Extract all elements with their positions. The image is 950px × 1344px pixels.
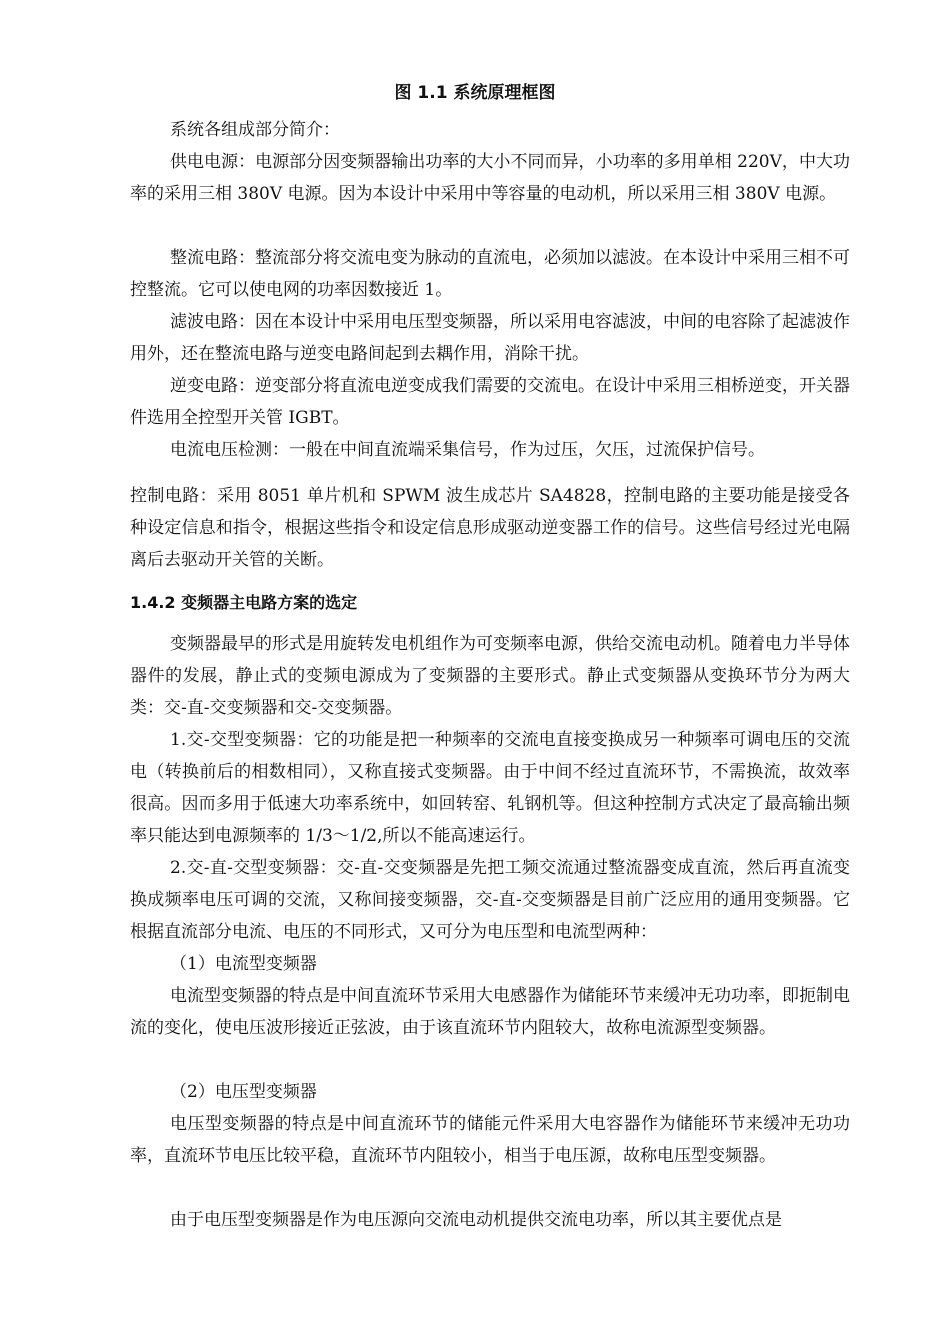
section-heading: 1.4.2 变频器主电路方案的选定 [130, 593, 358, 612]
figure-caption: 图 1.1 系统原理框图 [394, 83, 556, 103]
paragraph-filter: 滤波电路：因在本设计中采用电压型变频器，所以采用电容滤波，中间的电容除了起滤波作用外，还在整流电路与逆变电路间起到去耦作用，消除干扰。 [130, 312, 850, 364]
paragraph-detection: 电流电压检测：一般在中间直流端采集信号，作为过压，欠压，过流保护信号。 [170, 440, 765, 460]
subheading-current-type: （1）电流型变频器 [170, 954, 317, 974]
paragraph-power-supply: 供电电源：电源部分因变频器输出功率的大小不同而异，小功率的多用单相 220V，中大功率的采用三相 380V 电源。因为本设计中采用中等容量的电动机，所以采用三相 380V 电源。 [130, 152, 850, 204]
paragraph-rectifier: 整流电路：整流部分将交流电变为脉动的直流电，必须加以滤波。在本设计中采用三相不可控整流。它可以使电网的功率因数接近 1。 [130, 248, 850, 300]
paragraph-history: 变频器最早的形式是用旋转发电机组作为可变频率电源，供给交流电动机。随着电力半导体器件的发展，静止式的变频电源成为了变频器的主要形式。静止式变频器从变换环节分为两大类：交-直-交变频器和交-交变频器。 [130, 634, 850, 718]
paragraph-voltage-advantages: 由于电压型变频器是作为电压源向交流电动机提供交流电功率，所以其主要优点是 [170, 1210, 782, 1230]
paragraph-ac-dc-ac: 2.交-直-交型变频器：交-直-交变频器是先把工频交流通过整流器变成直流，然后再直流变换成频率电压可调的交流，又称间接变频器，交-直-交变频器是目前广泛应用的通用变频器。它根据直流部分电流、电压的不同形式，又可分为电压型和电流型两种： [130, 858, 850, 942]
subheading-voltage-type: （2）电压型变频器 [170, 1082, 317, 1102]
paragraph-intro: 系统各组成部分简介： [170, 120, 340, 140]
paragraph-voltage-type: 电压型变频器的特点是中间直流环节的储能元件采用大电容器作为储能环节来缓冲无功功率，直流环节电压比较平稳，直流环节内阻较小，相当于电压源，故称电压型变频器。 [130, 1114, 850, 1166]
paragraph-current-type: 电流型变频器的特点是中间直流环节采用大电感器作为储能环节来缓冲无功功率，即扼制电流的变化，使电压波形接近正弦波，由于该直流环节内阻较大，故称电流源型变频器。 [130, 986, 850, 1038]
paragraph-ac-ac: 1.交-交型变频器：它的功能是把一种频率的交流电直接变换成另一种频率可调电压的交流电（转换前后的相数相同），又称直接式变频器。由于中间不经过直流环节，不需换流，故效率很高。因而多用于低速大功率系统中，如回转窑、轧钢机等。但这种控制方式决定了最高输出频率只能达到电源频率的 1/3～1/2,所以不能高速运行。 [130, 730, 850, 846]
paragraph-control: 控制电路：采用 8051 单片机和 SPWM 波生成芯片 SA4828，控制电路的主要功能是接受各种设定信息和指令，根据这些指令和设定信息形成驱动逆变器工作的信号。这些信号经过光电隔离后去驱动开关管的关断。 [130, 486, 850, 570]
paragraph-inverter: 逆变电路：逆变部分将直流电逆变成我们需要的交流电。在设计中采用三相桥逆变，开关器件选用全控型开关管 IGBT。 [130, 376, 850, 428]
